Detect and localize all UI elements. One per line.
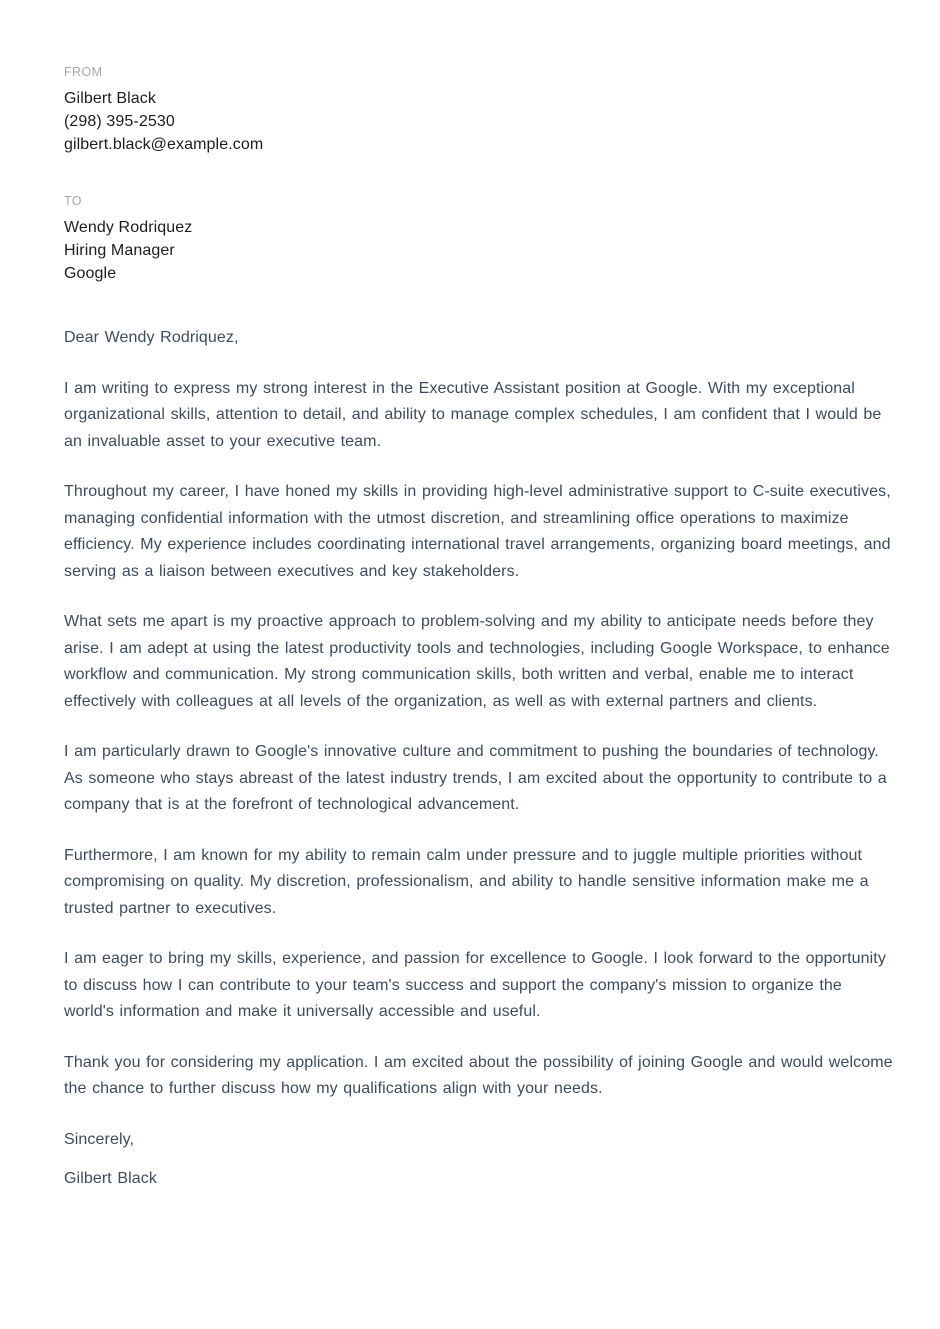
recipient-title: Hiring Manager [64,242,175,259]
closing: Sincerely, [64,1130,135,1148]
to-block [64,193,894,285]
letter-body [64,325,894,1192]
sender-name: Gilbert Black [64,90,156,107]
body-paragraph: Throughout my career, I have honed my skills in providing high-level administrative support to C-suite executives, managing confidential information with the utmost discretion, and streamlining office operations to maximize efficiency. My experience includes coordinating international travel arrangements, organizing board meetings, and serving as a liaison between executives and key stakeholders. [64,483,891,580]
sender-email: gilbert.black@example.com [64,136,264,153]
recipient-name: Wendy Rodriquez [64,219,193,236]
signature-name: Gilbert Black [64,1169,157,1187]
to-label: TO [64,194,82,208]
sender-phone: (298) 395-2530 [64,113,175,130]
from-block [64,64,894,156]
body-paragraph: I am writing to express my strong interest in the Executive Assistant position at Google. With my exceptional organizational skills, attention to detail, and ability to manage complex schedules, I am confident that I would be an invaluable asset to your executive team. [64,379,882,450]
recipient-company: Google [64,265,117,282]
body-paragraph: What sets me apart is my proactive approach to problem-solving and my ability to anticipate needs before they arise. I am adept at using the latest productivity tools and technologies, including Google Workspace, to enhance workflow and communication. My strong communication skills, both written and verbal, enable me to interact effectively with colleagues at all levels of the organization, as well as with external partners and clients. [64,613,890,710]
body-paragraph: Thank you for considering my application. I am excited about the possibility of joining Google and would welcome the chance to further discuss how my qualifications align with your needs. [64,1053,893,1097]
body-paragraph: I am particularly drawn to Google's innovative culture and commitment to pushing the boundaries of technology. As someone who stays abreast of the latest industry trends, I am excited about the opportunity to contribute to a company that is at the forefront of technological advancement. [64,743,887,813]
from-label: FROM [64,65,103,79]
body-paragraph: I am eager to bring my skills, experience, and passion for excellence to Google. I look forward to the opportunity to discuss how I can contribute to your team's success and support the company's mission to organize the world's information and make it universally accessible and useful. [64,950,886,1020]
salutation: Dear Wendy Rodriquez, [64,329,239,346]
body-paragraph: Furthermore, I am known for my ability to remain calm under pressure and to juggle multiple priorities without compromising on quality. My discretion, professionalism, and ability to handle sensitive information make me a trusted partner to executives. [64,846,869,917]
